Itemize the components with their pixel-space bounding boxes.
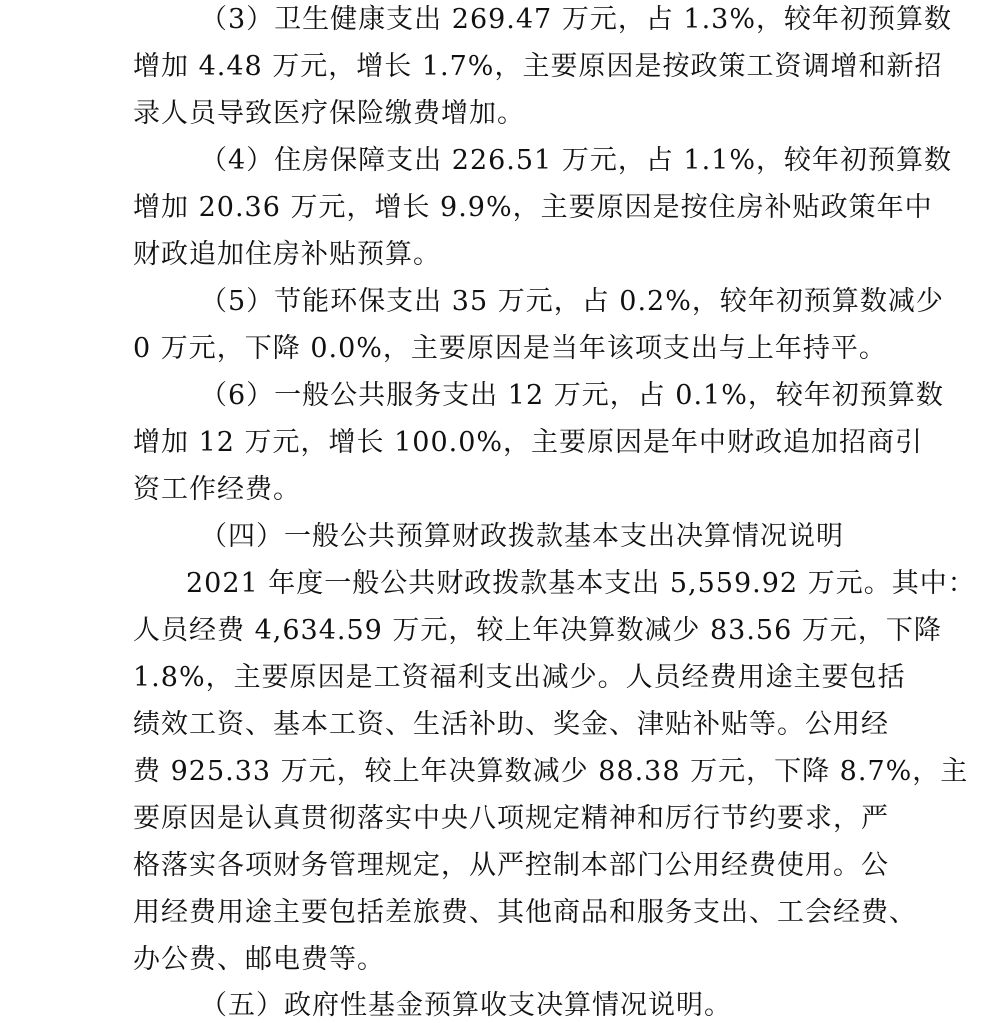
text-line: （4）住房保障支出 226.51 万元，占 1.1%，较年初预算数 xyxy=(200,145,952,176)
text-line: （6）一般公共服务支出 12 万元，占 0.1%，较年初预算数 xyxy=(200,380,944,411)
text-line: 增加 12 万元，增长 100.0%，主要原因是年中财政追加招商引 xyxy=(133,427,924,458)
text-line: 1.8%，主要原因是工资福利支出减少。人员经费用途主要包括 xyxy=(133,662,906,693)
text-line: 要原因是认真贯彻落实中央八项规定精神和厉行节约要求，严 xyxy=(133,803,889,834)
text-line: 格落实各项财务管理规定，从严控制本部门公用经费使用。公 xyxy=(133,850,889,881)
text-line: 人员经费 4,634.59 万元，较上年决算数减少 83.56 万元，下降 xyxy=(133,615,942,646)
text-line: 费 925.33 万元，较上年决算数减少 88.38 万元，下降 8.7%，主 xyxy=(133,756,969,787)
text-line: 用经费用途主要包括差旅费、其他商品和服务支出、工会经费、 xyxy=(133,897,917,928)
text-line: （3）卫生健康支出 269.47 万元，占 1.3%，较年初预算数 xyxy=(200,4,952,35)
text-line: 办公费、邮电费等。 xyxy=(133,944,385,975)
text-line: 财政追加住房补贴预算。 xyxy=(133,239,441,270)
text-line: （5）节能环保支出 35 万元，占 0.2%，较年初预算数减少 xyxy=(200,286,944,317)
text-line: 资工作经费。 xyxy=(133,474,301,505)
text-line: 录人员导致医疗保险缴费增加。 xyxy=(133,98,525,129)
text-line: 2021 年度一般公共财政拨款基本支出 5,559.92 万元。其中： xyxy=(186,568,976,599)
text-line: 增加 4.48 万元，增长 1.7%，主要原因是按政策工资调增和新招 xyxy=(133,51,943,82)
text-line: 增加 20.36 万元，增长 9.9%，主要原因是按住房补贴政策年中 xyxy=(133,192,933,223)
text-line: 0 万元，下降 0.0%，主要原因是当年该项支出与上年持平。 xyxy=(133,333,887,364)
section-heading: （五）政府性基金预算收支决算情况说明。 xyxy=(200,990,732,1021)
text-line: 绩效工资、基本工资、生活补助、奖金、津贴补贴等。公用经 xyxy=(133,709,889,740)
section-heading: （四）一般公共预算财政拨款基本支出决算情况说明 xyxy=(200,521,844,552)
